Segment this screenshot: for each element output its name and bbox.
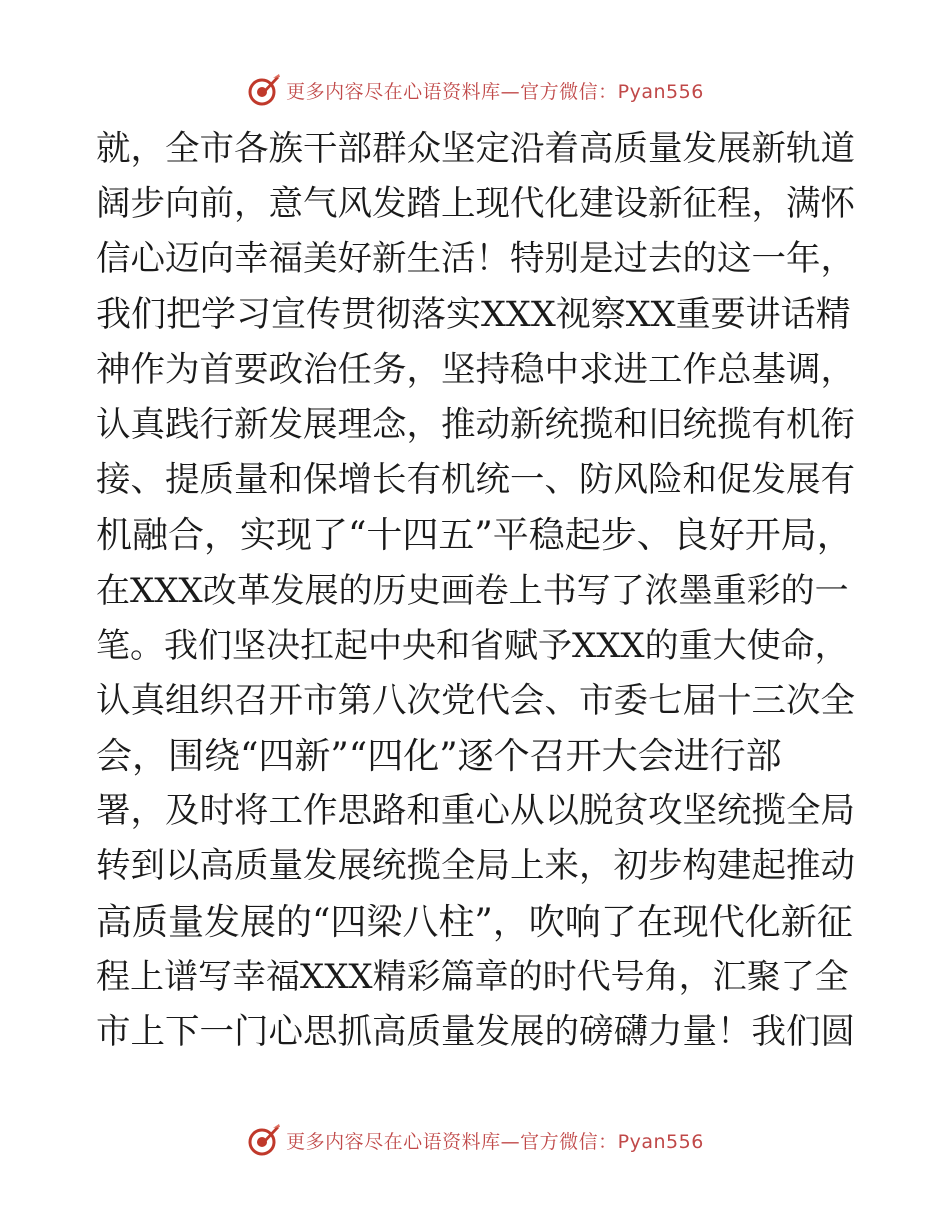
watermark-text: 更多内容尽在心语资料库—官方微信：Pyan556 — [286, 1130, 704, 1153]
text-line: 会，围绕“四新”“四化”逐个召开大会进行部 — [96, 736, 782, 778]
text-line: 认真践行新发展理念，推动新统揽和旧统揽有机衔 — [96, 404, 855, 445]
text-line: 信心迈向幸福美好新生活！特别是过去的这一年， — [96, 239, 855, 280]
text-line: 接、提质量和保增长有机统一、防风险和促发展有 — [96, 460, 855, 501]
text-line: 署，及时将工作思路和重心从以脱贫攻坚统揽全局 — [96, 791, 855, 832]
text-line: 笔。我们坚决扛起中央和省赋予XXX的重大使命， — [96, 625, 849, 666]
text-line: 阔步向前，意气风发踏上现代化建设新征程，满怀 — [96, 184, 855, 225]
text-line: 我们把学习宣传贯彻落实XXX视察XX重要讲话精 — [96, 294, 851, 335]
text-line: 市上下一门心思抓高质量发展的磅礴力量！我们圆 — [96, 1012, 855, 1052]
quill-logo-icon — [246, 1122, 282, 1158]
header-watermark — [0, 70, 950, 110]
quill-logo-icon — [246, 72, 282, 108]
text-line: 程上谱写幸福XXX精彩篇章的时代号角，汇聚了全 — [96, 956, 849, 997]
watermark-text: 更多内容尽在心语资料库—官方微信：Pyan556 — [286, 80, 704, 103]
text-line: 高质量发展的“四梁八柱”，吹响了在现代化新征 — [96, 901, 853, 943]
text-line: 神作为首要政治任务，坚持稳中求进工作总基调， — [96, 349, 855, 390]
text-line: 机融合，实现了“十四五”平稳起步、良好开局， — [96, 515, 853, 557]
text-line: 就，全市各族干部群众坚定沿着高质量发展新轨道 — [96, 129, 855, 169]
document-body — [96, 122, 856, 1060]
footer-watermark — [0, 1120, 950, 1160]
text-line: 转到以高质量发展统揽全局上来，初步构建起推动 — [96, 846, 855, 887]
text-line: 在XXX改革发展的历史画卷上书写了浓墨重彩的一 — [96, 570, 849, 611]
text-line: 认真组织召开市第八次党代会、市委七届十三次全 — [96, 680, 855, 721]
